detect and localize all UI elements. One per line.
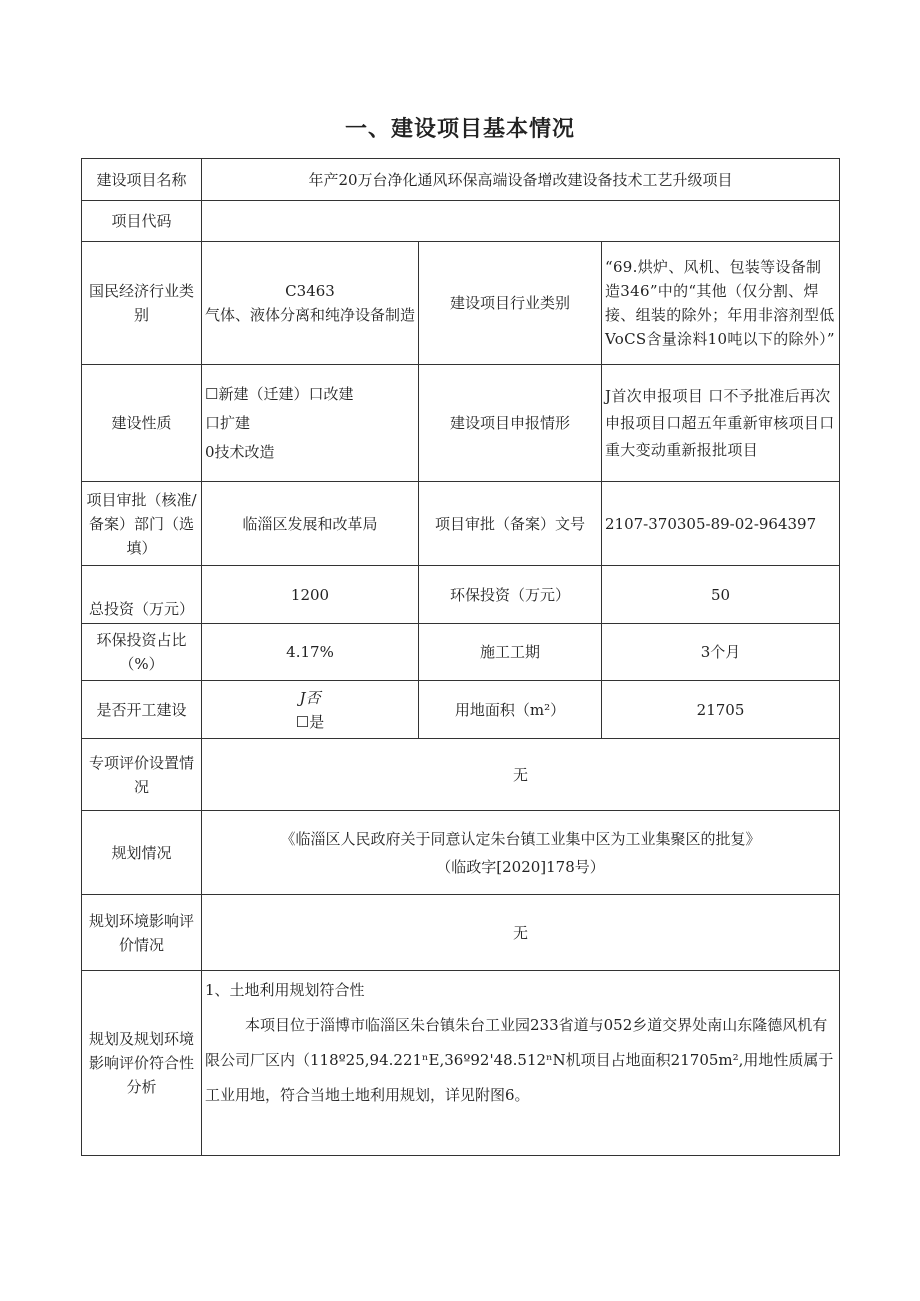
value-approval-no: 2107-370305-89-02-964397 [602,482,840,566]
row-started [82,681,840,739]
industry-code: C3463 [285,282,335,300]
label-env-ratio: 环保投资占比（%） [82,624,202,681]
started-option-no: J否 [299,688,321,707]
value-planning-env: 无 [202,895,840,971]
row-investment [82,566,840,624]
value-conformity [202,971,840,1156]
conformity-body: 本项目位于淄博市临淄区朱台镇朱台工业园233省道与052乡道交界处南山东隆德风机有限公司厂区内（118º25,94.221ⁿE,36º92'48.512ⁿN机项目占地面积21705m²,用地性质属于工业用地，符合当地土地利用规划，详见附图6。 [205,1016,834,1104]
row-special-eval [82,739,840,811]
page-title: 一、建设项目基本情况 [344,117,575,142]
row-conformity [82,971,840,1156]
nature-option-new: ☐新建（迁建）口改建 [205,384,354,403]
started-option-yes: ☐是 [295,712,325,731]
value-nature [202,365,419,482]
value-env-ratio: 4.17% [202,624,419,681]
label-planning: 规划情况 [82,811,202,895]
value-investment: 1200 [202,566,419,624]
planning-document: 《临淄区人民政府关于同意认定朱台镇工业集中区为工业集聚区的批复》 [280,829,761,848]
label-land-area: 用地面积（m²） [419,681,602,739]
label-nature: 建设性质 [82,365,202,482]
row-planning [82,811,840,895]
label-construction-period: 施工工期 [419,624,602,681]
conformity-heading: 1、土地利用规划符合性 [205,981,365,999]
label-declare: 建设项目申报情形 [419,365,602,482]
label-industry: 国民经济行业类别 [82,242,202,365]
label-investment: 总投资（万元） [82,566,202,624]
label-started: 是否开工建设 [82,681,202,739]
label-project-name: 建设项目名称 [82,159,202,201]
value-industry [202,242,419,365]
value-env-investment: 50 [602,566,840,624]
label-project-industry: 建设项目行业类别 [419,242,602,365]
row-project-name [82,159,840,201]
row-approval [82,482,840,566]
value-declare: J首次申报项目 口不予批准后再次申报项目口超五年重新审核项目口重大变动重新报批项目 [602,365,840,482]
value-project-code [202,201,840,242]
value-construction-period: 3个月 [602,624,840,681]
value-land-area: 21705 [602,681,840,739]
nature-option-tech: 0技术改造 [205,442,275,461]
industry-desc: 气体、液体分离和纯净设备制造 [205,306,416,324]
row-industry [82,242,840,365]
planning-document-no: （临政字[2020]178号） [436,857,605,876]
label-special-eval: 专项评价设置情况 [82,739,202,811]
value-project-name: 年产20万台净化通风环保高端设备增改建设备技术工艺升级项目 [202,159,840,201]
row-planning-env [82,895,840,971]
row-ratio [82,624,840,681]
row-project-code [82,201,840,242]
value-started [202,681,419,739]
label-planning-env: 规划环境影响评价情况 [82,895,202,971]
value-project-industry: “69.烘炉、风机、包装等设备制造346”中的“其他（仅分割、焊接、组装的除外；年用非溶剂型低VoCS含量涂料10吨以下的除外）” [602,242,840,365]
value-planning [202,811,840,895]
label-env-investment: 环保投资（万元） [419,566,602,624]
label-approval-no: 项目审批（备案）文号 [419,482,602,566]
value-special-eval: 无 [202,739,840,811]
project-info-table [81,158,840,1156]
nature-option-expand: 口扩建 [205,413,251,432]
label-conformity: 规划及规划环境影响评价符合性分析 [82,971,202,1156]
label-approval-dept: 项目审批（核准/备案）部门（选填） [82,482,202,566]
label-project-code: 项目代码 [82,201,202,242]
value-approval-dept: 临淄区发展和改革局 [202,482,419,566]
row-nature [82,365,840,482]
